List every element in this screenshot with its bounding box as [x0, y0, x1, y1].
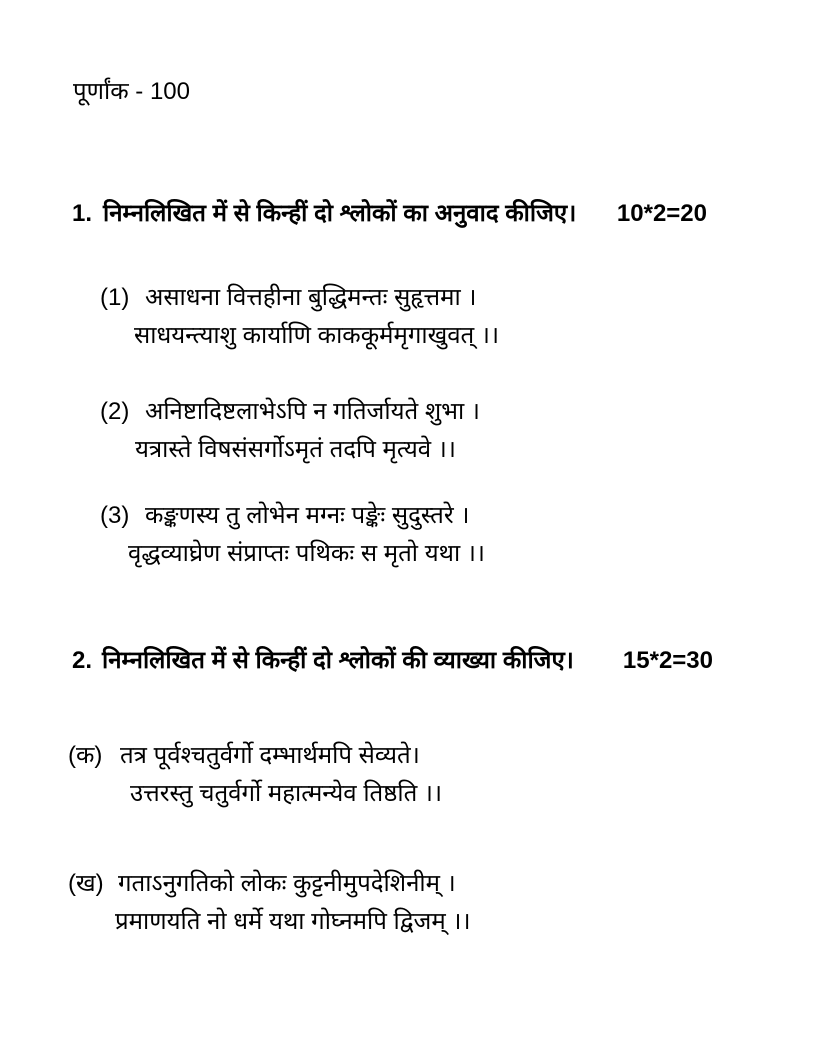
q1-shloka-3	[100, 497, 485, 573]
q1-shloka-2-line-1: अनिष्टादिष्टलाभेऽपि न गतिर्जायते शुभा ।	[145, 398, 481, 425]
q1-shloka-2-label: (2)	[100, 398, 130, 425]
question-2-text: निम्नलिखित में से किन्हीं दो श्लोकों की व्याख्या कीजिए।	[102, 647, 574, 674]
q2-shloka-ka-line-2: उत्तरस्तु चतुर्वर्गो महात्मन्येव तिष्ठति ।।	[130, 780, 443, 807]
question-1-heading	[72, 198, 816, 230]
q2-shloka-ka-first-line-row	[68, 737, 442, 775]
question-2-marks: 15*2=30	[622, 647, 713, 674]
q1-shloka-1-label: (1)	[100, 284, 130, 311]
q1-shloka-1	[100, 279, 499, 355]
q2-shloka-ka-label: (क)	[68, 742, 103, 769]
q1-shloka-2-first-line-row	[100, 393, 480, 431]
question-2-number: 2.	[72, 647, 93, 674]
q2-shloka-kha-first-line-row	[68, 865, 471, 903]
q1-shloka-3-label: (3)	[100, 502, 130, 529]
q1-shloka-1-first-line-row	[100, 279, 499, 317]
full-marks-text: पूर्णांक - 100	[73, 78, 191, 105]
question-1-marks: 10*2=20	[616, 200, 707, 227]
question-2-heading	[72, 645, 816, 677]
q1-shloka-2	[100, 393, 480, 469]
q2-shloka-kha-line-1: गताऽनुगतिको लोकः कुट्टनीमुपदेशिनीम् ।	[118, 870, 456, 897]
question-1-number: 1.	[72, 200, 93, 227]
q1-shloka-1-line-2: साधयन्त्याशु कार्याणि काककूर्ममृगाखुवत् ।।	[134, 322, 500, 349]
q1-shloka-3-line-1: कङ्कणस्य तु लोभेन मग्नः पङ्केः सुदुस्तरे ।	[145, 502, 470, 529]
q1-shloka-1-line-1: असाधना वित्तहीना बुद्धिमन्तः सुहृत्तमा ।	[145, 284, 477, 311]
q2-shloka-ka-line-1: तत्र पूर्वश्चतुर्वर्गो दम्भार्थमपि सेव्यते।	[120, 742, 420, 769]
q2-shloka-kha-label: (ख)	[68, 870, 104, 897]
q2-shloka-kha-line-2: प्रमाणयति नो धर्मे यथा गोघ्नमपि द्विजम् ।।	[115, 908, 471, 935]
q2-shloka-ka	[68, 737, 442, 813]
q2-shloka-kha	[68, 865, 471, 941]
q1-shloka-3-first-line-row	[100, 497, 485, 535]
q1-shloka-3-line-2: वृद्धव्याघ्रेण संप्राप्तः पथिकः स मृतो यथा ।।	[128, 540, 486, 567]
question-1-text: निम्नलिखित में से किन्हीं दो श्लोकों का अनुवाद कीजिए।	[103, 200, 577, 227]
q1-shloka-2-line-2: यत्रास्ते विषसंसर्गोऽमृतं तदपि मृत्यवे ।।	[135, 436, 456, 463]
